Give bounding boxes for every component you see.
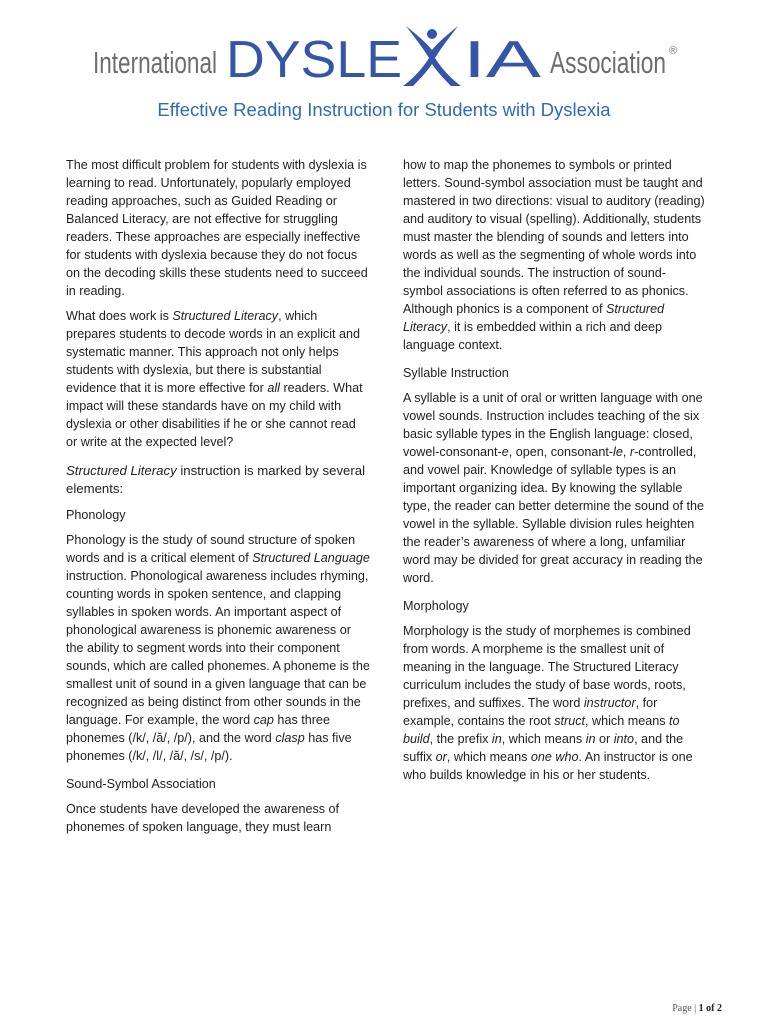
document-title: Effective Reading Instruction for Students with Dyslexia [157, 99, 611, 120]
page-number: 1 of 2 [698, 1003, 722, 1014]
phonology-paragraph: Phonology is the study of sound structure of spoken words and is a critical element of Structured Language instruction. Phonological awareness includes rhyming, counting words in spoken sentence, and clapping syllables in spoken words. An important aspect of phonological awareness is phonemic awareness or the ability to segment words into their component sounds, which are called phonemes. A phoneme is the smallest unit of sound in a given language that can be recognized as being distinct from other sounds in the language. For example, the word cap has three phonemes (/k/, /ă/, /p/), and the word clasp has five phonemes (/k/, /l/, /ă/, /s/, /p/). [66, 533, 370, 763]
morphology-heading: Morphology [403, 599, 469, 613]
intro-paragraph: The most difficult problem for students with dyslexia is learning to read. Unfortunately, popularly employed reading approaches, such as Guided Reading or Balanced Literacy, are not effective for struggling readers. These approaches are especially ineffective for students with dyslexia because they do not focus on the decoding skills these students need to succeed in reading. [66, 158, 368, 298]
syllable-heading: Syllable Instruction [403, 366, 509, 380]
syllable-paragraph: A syllable is a unit of oral or written language with one vowel sounds. Instruction includes teaching of the six basic syllable types in the English language: closed, vowel-consonant-e, open, consonant-le, r-controlled, and vowel pair. Knowledge of syllable types is an important organizing idea. By knowing the syllable type, the reader can better determine the sound of the vowel in the syllable. Syllable division rules heighten the reader’s awareness of where a long, unfamiliar word may be divided for great accuracy in reading the word. [403, 391, 705, 585]
logo-figure-icon [403, 26, 461, 86]
logo-text-ia: IA [463, 31, 542, 89]
sound-symbol-heading: Sound-Symbol Association [66, 777, 216, 791]
logo-text-association: Association [550, 45, 666, 80]
sound-symbol-continued-paragraph: how to map the phonemes to symbols or printed letters. Sound-symbol association must be taught and mastered in two directions: visual to auditory (reading) and auditory to visual (spelling). Additionally, students must master the blending of sounds and letters into words as well as the segmenting of whole words into the individual sounds. The instruction of sound-symbol associations is often referred to as phonics. Although phonics is a component of Structured Literacy, it is embedded within a rich and deep language context. [403, 158, 705, 352]
elements-heading: Structured Literacy instruction is marked by several elements: [66, 463, 366, 496]
morphology-paragraph: Morphology is the study of morphemes is combined from words. A morpheme is the smallest unit of meaning in the language. The Structured Literacy curriculum includes the study of base words, roots, prefixes, and suffixes. The word instructor, for example, contains the root struct, which means to build, the prefix in, which means in or into, and the suffix or, which means one who. An instructor is one who builds knowledge in his or her students. [403, 624, 693, 782]
logo-text-dysle: DYSLE [226, 31, 402, 89]
page-label: Page [672, 1003, 692, 1014]
sound-symbol-paragraph: Once students have developed the awareness of phonemes of spoken language, they must learn [66, 802, 340, 834]
logo-registered-mark: ® [669, 45, 678, 57]
ida-logo [93, 20, 683, 92]
structured-literacy-paragraph: What does work is Structured Literacy, which prepares students to decode words in an explicit and systematic manner. This approach not only helps students with dyslexia, but there is substantial evidence that it is more effective for all readers. What impact will these standards have on my child with dyslexia or other disabilities if he or she cannot read or write at the expected level? [66, 309, 363, 449]
left-column [66, 156, 370, 843]
page-separator: | [694, 1003, 697, 1014]
page-footer [672, 1003, 722, 1014]
phonology-heading: Phonology [66, 508, 126, 522]
logo-text-international: International [93, 45, 217, 80]
right-column [403, 156, 705, 791]
